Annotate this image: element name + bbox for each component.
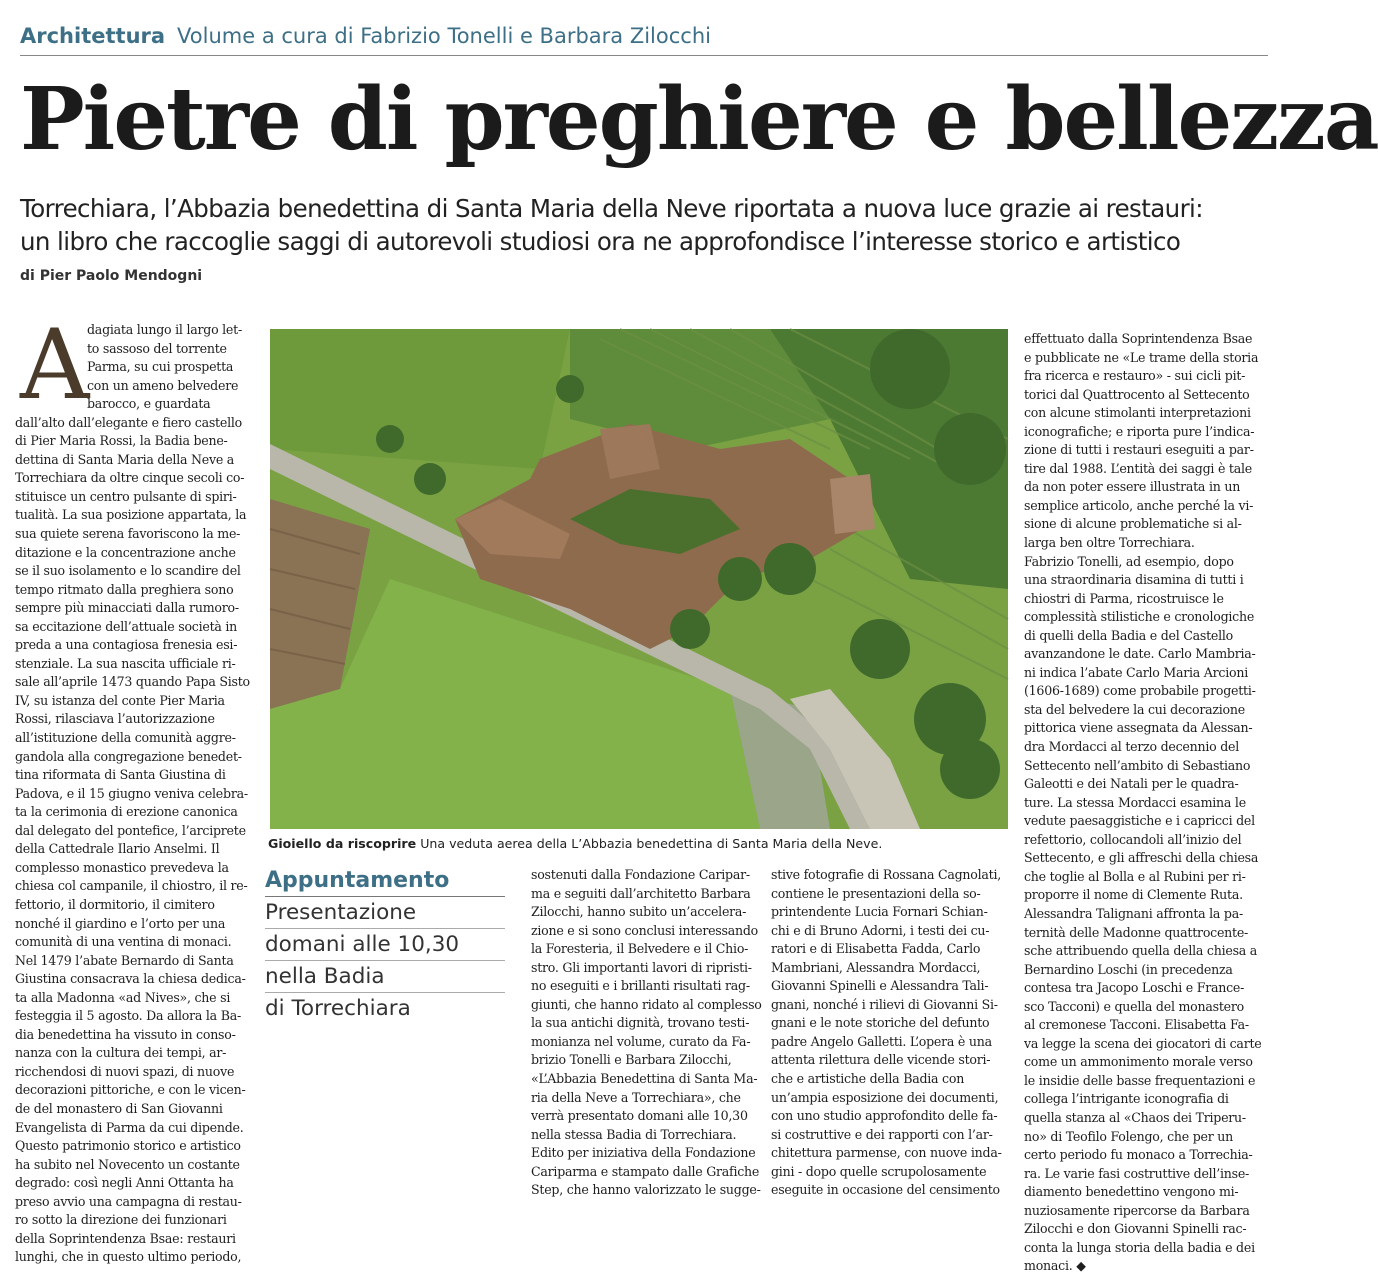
text-line: chiostri di Parma, ricostruisce le: [1024, 590, 1224, 606]
text-line: refettorio, collocandoli all’inizio del: [1024, 831, 1242, 847]
text-line: ra. Le varie fasi costruttive dell’inse-: [1024, 1165, 1250, 1181]
text-line: la sua antichi dignità, trovano testi-: [531, 1015, 750, 1031]
text-line: Parma, su cui prospetta: [87, 359, 234, 375]
text-line: all’istituzione della comunità aggre-: [15, 730, 236, 746]
text-line: monaci. ◆: [1024, 1258, 1086, 1274]
text-line: lunghi, che in questo ultimo periodo,: [15, 1249, 242, 1265]
article-column-1: [15, 309, 255, 1267]
text-line: Zilocchi e don Giovanni Spinelli rac-: [1024, 1221, 1247, 1237]
photo-illustration: [270, 329, 1008, 829]
text-line: se il suo isolamento e lo scandire del: [15, 563, 241, 579]
text-line: effettuato dalla Soprintendenza Bsae: [1024, 331, 1253, 346]
text-line: brizio Tonelli e Barbara Zilocchi,: [531, 1052, 732, 1068]
text-line: «L’Abbazia Benedettina di Santa Ma-: [531, 1071, 758, 1087]
text-line: stive fotografie di Rossana Cagnolati,: [771, 867, 1001, 882]
text-line: stituisce un centro pulsante di spiri-: [15, 488, 237, 504]
text-line: eseguite in occasione del censimento: [771, 1182, 1000, 1198]
appointment-line: nella Badia: [265, 960, 505, 992]
text-line: Padova, e il 15 giugno veniva celebra-: [15, 785, 248, 801]
text-line: sua quiete serena favoriscono la me-: [15, 526, 241, 542]
text-line: preso avvio una campagna di restau-: [15, 1193, 242, 1209]
text-line: si costruttive e dei rapporti con l’ar-: [771, 1126, 993, 1142]
text-line: degrado: così negli Anni Ottanta ha: [15, 1175, 234, 1191]
text-line: un’ampia esposizione dei documenti,: [771, 1089, 999, 1105]
text-line: tire dal 1988. L’entità dei saggi è tale: [1024, 460, 1252, 476]
text-line: giunti, che hanno ridato al complesso: [531, 996, 762, 1012]
text-line: Torrechiara da oltre cinque secoli co-: [15, 470, 245, 486]
text-line: chi e di Bruno Adorni, i testi dei cu-: [771, 922, 990, 938]
text-line: le insidie delle basse frequentazioni e: [1024, 1072, 1256, 1088]
text-line: (1606-1689) come probabile progetti-: [1024, 683, 1256, 699]
text-line: va legge la scena dei giocatori di carte: [1024, 1035, 1262, 1051]
text-line: Fabrizio Tonelli, ad esempio, dopo: [1024, 553, 1234, 569]
text-line: ria della Neve a Torrechiara», che: [531, 1089, 741, 1105]
text-line: con un ameno belvedere: [87, 377, 239, 393]
text-line: chiesa col campanile, il chiostro, il re-: [15, 878, 248, 894]
text-line: preda a una contagiosa frenesia esi-: [15, 637, 238, 653]
text-line: con alcune stimolanti interpretazioni: [1024, 405, 1251, 421]
text-line: dettina di Santa Maria della Neve a: [15, 451, 235, 467]
text-line: diamento benedettino vengono mi-: [1024, 1184, 1239, 1200]
text-line: Giovanni Spinelli e Alessandra Tali-: [771, 978, 989, 994]
article-column-4: [771, 866, 1011, 1200]
appointment-title: Appuntamento: [265, 868, 450, 893]
text-line: zione e si sono conclusi interessando: [531, 922, 758, 938]
text-line: festeggia il 5 agosto. Da allora la Ba-: [15, 1008, 241, 1024]
appointment-line: Presentazione: [265, 896, 505, 928]
text-line: ma e seguiti dall’architetto Barbara: [531, 885, 751, 901]
text-line: collega l’intrigante iconografia di: [1024, 1091, 1229, 1107]
drop-cap: A: [20, 309, 90, 421]
text-line: fettorio, il dormitorio, il cimitero: [15, 896, 215, 912]
text-line: IV, su istanza del conte Pier Maria: [15, 692, 225, 708]
text-line: nonché il giardino e l’orto per una: [15, 915, 226, 931]
text-line: Alessandra Talignani affronta la pa-: [1024, 905, 1244, 921]
text-line: ture. La stessa Mordacci esamina le: [1024, 794, 1246, 810]
text-line: nuziosamente ripercorse da Barbara: [1024, 1202, 1250, 1218]
volume-credit: Volume a cura di Fabrizio Tonelli e Barbara Zilocchi: [177, 24, 711, 48]
text-line: ta la cerimonia di erezione canonica: [15, 804, 238, 820]
section-label: Architettura: [20, 24, 166, 48]
text-line: una straordinaria disamina di tutti i: [1024, 572, 1244, 588]
text-line: monianza nel volume, curato da Fa-: [531, 1033, 751, 1049]
text-line: pittorica viene assegnata da Alessan-: [1024, 720, 1253, 736]
text-line: dal delegato del pontefice, l’arciprete: [15, 822, 246, 838]
text-line: quella stanza al «Chaos dei Triperu-: [1024, 1109, 1246, 1125]
text-line: conta la lunga storia della badia e dei: [1024, 1239, 1255, 1255]
text-line: nanza con la cultura dei tempi, ar-: [15, 1045, 227, 1061]
text-line: sa eccitazione dell’attuale società in: [15, 618, 238, 634]
text-line: Zilocchi, hanno subito un’accelera-: [531, 904, 747, 920]
text-line: decorazioni pittoriche, e con le vicen-: [15, 1082, 246, 1098]
photo-caption: [268, 835, 1008, 853]
text-line: padre Angelo Galletti. L’opera è una: [771, 1033, 992, 1049]
article-column-5: [1024, 330, 1272, 1276]
text-line: con uno studio approfondito delle fa-: [771, 1108, 998, 1124]
text-line: verrà presentato domani alle 10,30: [531, 1108, 748, 1124]
text-line: gini - dopo quelle scrupolosamente: [771, 1163, 987, 1179]
text-line: sempre più minacciati dalla rumoro-: [15, 600, 239, 616]
text-line: che e artistiche della Badia con: [771, 1071, 965, 1087]
text-line: di Pier Maria Rossi, la Badia bene-: [15, 433, 228, 449]
text-line: della Cattedrale Ilario Anselmi. Il: [15, 841, 220, 857]
text-line: fra ricerca e restauro» - sui cicli pit-: [1024, 368, 1246, 384]
text-line: ni indica l’abate Carlo Maria Arcioni: [1024, 664, 1248, 680]
text-line: sale all’aprile 1473 quando Papa Sisto: [15, 674, 250, 690]
text-line: di quelli della Badia e del Castello: [1024, 627, 1234, 643]
text-line: al cremonese Tacconi. Elisabetta Fa-: [1024, 1017, 1249, 1033]
text-line: Evangelista di Parma da cui dipende.: [15, 1119, 244, 1135]
text-line: stro. Gli importanti lavori di ripristi-: [531, 959, 752, 975]
text-line: ta alla Madonna «ad Nives», che si: [15, 989, 231, 1005]
text-line: tina riformata di Santa Giustina di: [15, 767, 226, 783]
text-line: sostenuti dalla Fondazione Caripar-: [531, 867, 750, 882]
text-line: ditazione e la concentrazione anche: [15, 544, 236, 560]
text-line: sta del belvedere la cui decorazione: [1024, 701, 1245, 717]
kicker: [20, 22, 711, 50]
text-line: Step, che hanno valorizzato le sugge-: [531, 1182, 761, 1198]
text-line: chitettura parmense, con nuove inda-: [771, 1145, 1002, 1161]
text-line: che toglie al Bolla e al Rubini per ri-: [1024, 868, 1246, 884]
text-line: la Foresteria, il Belvedere e il Chio-: [531, 941, 749, 957]
text-line: gnani e le note storiche del defunto: [771, 1015, 990, 1031]
text-line: e pubblicate ne «Le trame della storia: [1024, 349, 1259, 365]
text-line: Mambriani, Alessandra Mordacci,: [771, 959, 981, 975]
text-line: Questo patrimonio storico e artistico: [15, 1138, 241, 1154]
text-line: tempo ritmato dalla preghiera sono: [15, 581, 234, 597]
text-line: dia benedettina ha vissuto in conso-: [15, 1026, 236, 1042]
headline: Pietre di preghiere e bellezza: [20, 69, 1378, 170]
text-line: proporre il nome di Clemente Ruta.: [1024, 887, 1243, 903]
text-line: dall’alto dall’elegante e fiero castello: [15, 414, 242, 430]
text-line: de del monastero di San Giovanni: [15, 1100, 223, 1116]
article-column-3: [531, 866, 761, 1200]
text-line: della Soprintendenza Bsae: restauri: [15, 1230, 236, 1246]
text-line: Giustina consacrava la chiesa dedica-: [15, 971, 246, 987]
text-line: dagiata lungo il largo let-: [87, 322, 242, 337]
text-line: ternità delle Madonne quattrocente-: [1024, 924, 1249, 940]
subhead-line: Torrechiara, l’Abbazia benedettina di Santa Maria della Neve riportata a nuova luce grazie ai restauri:: [20, 194, 1203, 223]
text-line: sche attribuendo quella della chiesa a: [1024, 943, 1258, 959]
text-line: tualità. La sua posizione appartata, la: [15, 507, 247, 523]
text-line: semplice articolo, anche perché la vi-: [1024, 497, 1254, 513]
subhead-line: un libro che raccoglie saggi di autorevoli studiosi ora ne approfondisce l’interesse storico e artistico: [20, 227, 1181, 256]
text-line: gandola alla congregazione benedet-: [15, 748, 242, 764]
text-line: come un ammonimento morale verso: [1024, 1054, 1253, 1070]
text-line: no eseguiti e i brillanti risultati rag-: [531, 978, 750, 994]
appointment-line: di Torrechiara: [265, 992, 505, 1024]
text-line: gnani, nonché i rilievi di Giovanni Si-: [771, 996, 998, 1012]
aerial-abbey-photo: [270, 329, 1008, 829]
text-line: certo periodo fu monaco a Torrechia-: [1024, 1147, 1253, 1163]
text-line: sco Tacconi) e quella del monastero: [1024, 998, 1244, 1014]
text-line: ha subito nel Novecento un costante: [15, 1156, 240, 1172]
text-line: Edito per iniziativa della Fondazione: [531, 1145, 756, 1161]
text-line: contesa tra Jacopo Loschi e France-: [1024, 980, 1245, 996]
text-line: Cariparma e stampato dalle Grafiche: [531, 1163, 760, 1179]
text-line: Bernardino Loschi (in precedenza: [1024, 961, 1233, 977]
text-line: nella stessa Badia di Torrechiara.: [531, 1126, 737, 1142]
text-line: torici dal Quattrocento al Settecento: [1024, 386, 1250, 402]
text-line: no» di Teofilo Folengo, che per un: [1024, 1128, 1234, 1144]
text-line: Nel 1479 l’abate Bernardo di Santa: [15, 952, 234, 968]
text-line: zione di tutti i restauri eseguiti a par-: [1024, 442, 1254, 458]
text-line: dra Mordacci al terzo decennio del: [1024, 739, 1239, 755]
text-line: complessità stilistiche e cronologiche: [1024, 609, 1255, 625]
appointment-box: [265, 866, 515, 1024]
byline: di Pier Paolo Mendogni: [20, 268, 203, 284]
text-line: Galeotti e dei Natali per le quadra-: [1024, 776, 1239, 792]
text-line: to sassoso del torrente: [87, 340, 227, 356]
text-line: Settecento nell’ambito di Sebastiano: [1024, 757, 1251, 773]
top-rule: [20, 55, 1268, 56]
text-line: ricchendosi di nuovi spazi, di nuove: [15, 1063, 235, 1079]
text-line: vedute paesaggistiche e i capricci del: [1024, 813, 1255, 829]
text-line: barocco, e guardata: [87, 396, 211, 412]
caption-text: Una veduta aerea della L’Abbazia benedettina di Santa Maria della Neve.: [420, 836, 883, 851]
text-line: attenta rilettura delle vicende stori-: [771, 1052, 991, 1068]
text-line: da non poter essere illustrata in un: [1024, 479, 1241, 495]
text-line: ro sotto la direzione dei funzionari: [15, 1212, 227, 1228]
caption-title: Gioiello da riscoprire: [268, 836, 417, 851]
text-line: contiene le presentazioni della so-: [771, 885, 981, 901]
text-line: avanzandone le date. Carlo Mambria-: [1024, 646, 1256, 662]
text-line: comunità di una ventina di monaci.: [15, 934, 232, 950]
text-line: iconografiche; e riporta pure l’indica-: [1024, 423, 1255, 439]
text-line: complesso monastico prevedeva la: [15, 859, 229, 875]
text-line: larga ben oltre Torrechiara.: [1024, 535, 1195, 551]
text-line: Settecento, e gli affreschi della chiesa: [1024, 850, 1259, 866]
text-line: sione di alcune problematiche si al-: [1024, 516, 1242, 532]
appointment-line: domani alle 10,30: [265, 928, 505, 960]
text-line: stenziale. La sua nascita ufficiale ri-: [15, 655, 236, 671]
text-line: printendente Lucia Fornari Schian-: [771, 904, 988, 920]
text-line: Rossi, rilasciava l’autorizzazione: [15, 711, 215, 727]
subheadline: [20, 192, 1270, 258]
text-line: ratori e di Elisabetta Fadda, Carlo: [771, 941, 981, 957]
